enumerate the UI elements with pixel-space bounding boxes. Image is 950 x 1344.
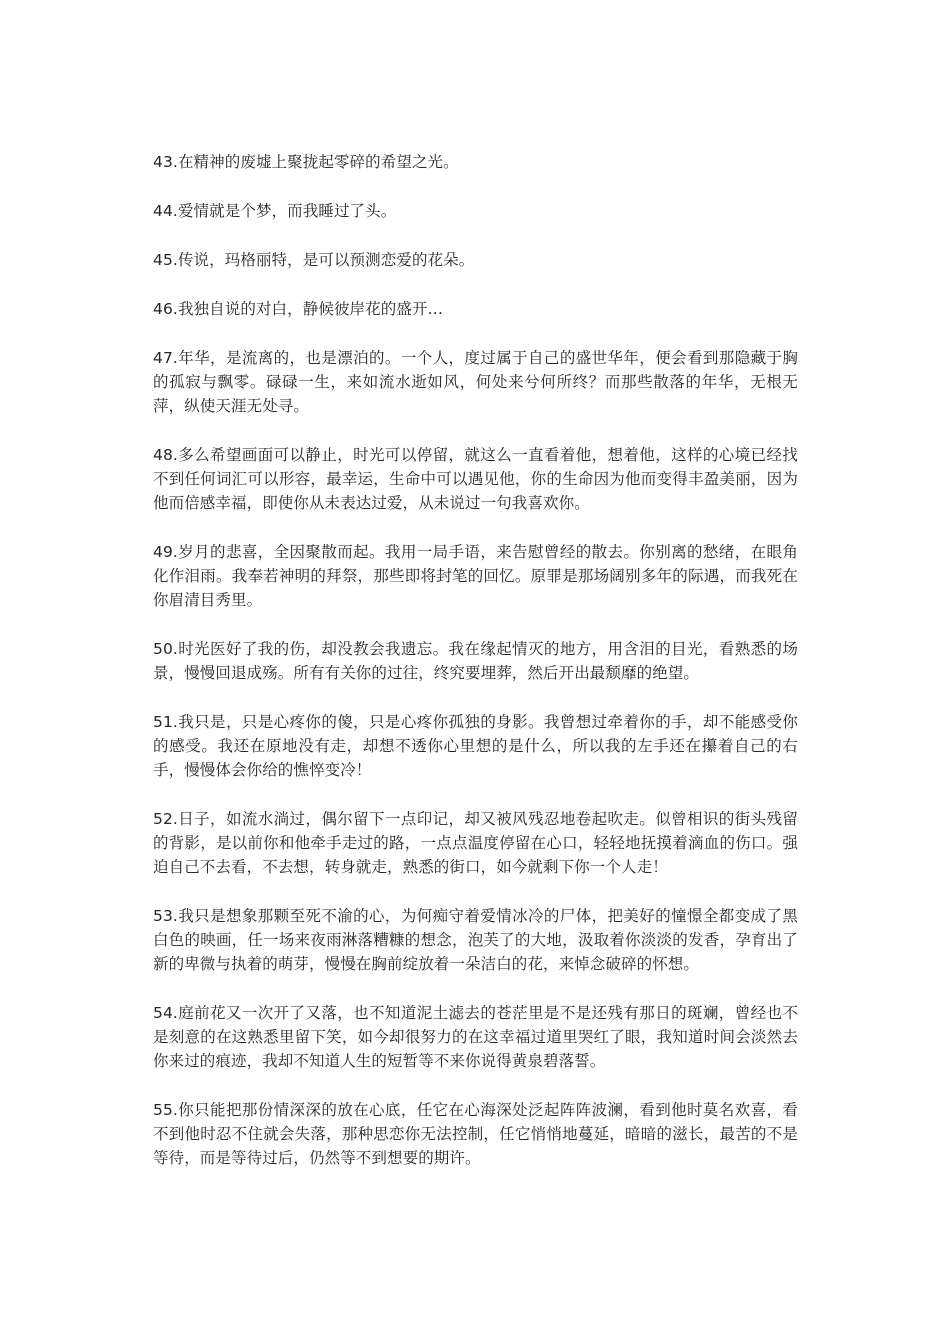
quote-51: 51.我只是，只是心疼你的傻，只是心疼你孤独的身影。我曾想过牵着你的手，却不能感受你的感受。我还在原地没有走，却想不透你心里想的是什么，所以我的左手还在攥着自己的右手，慢慢体会你给的憔悴变冷！ — [153, 713, 798, 779]
quote-48: 48.多么希望画面可以静止，时光可以停留，就这么一直看着他，想着他，这样的心境已经找不到任何词汇可以形容，最幸运，生命中可以遇见他，你的生命因为他而变得丰盈美丽，因为他而倍感幸福，即使你从未表达过爱，从未说过一句我喜欢你。 — [153, 446, 798, 512]
quote-50: 50.时光医好了我的伤，却没教会我遗忘。我在缘起情灭的地方，用含泪的目光，看熟悉的场景，慢慢回退成殇。所有有关你的过往，终究要埋葬，然后开出最颓靡的绝望。 — [153, 640, 798, 682]
quote-54: 54.庭前花又一次开了又落，也不知道泥土滤去的苍茫里是不是还残有那日的斑斓，曾经也不是刻意的在这熟悉里留下笑，如今却很努力的在这幸福过道里哭红了眼，我知道时间会淡然去你来过的痕迹，我却不知道人生的短暂等不来你说得黄泉碧落誓。 — [153, 1004, 798, 1070]
quote-44: 44.爱情就是个梦，而我睡过了头。 — [153, 202, 397, 220]
quote-47: 47.年华，是流离的，也是漂泊的。一个人，度过属于自己的盛世华年，便会看到那隐藏于胸的孤寂与飘零。碌碌一生，来如流水逝如风，何处来兮何所终？而那些散落的年华，无根无萍，纵使天涯无处寻。 — [153, 349, 798, 415]
quote-46: 46.我独自说的对白，静候彼岸花的盛开… — [153, 300, 444, 318]
quote-list — [153, 150, 798, 1195]
quote-49: 49.岁月的悲喜，全因聚散而起。我用一局手语，来告慰曾经的散去。你别离的愁绪，在眼角化作泪雨。我奉若神明的拜祭，那些即将封笔的回忆。原罪是那场阔别多年的际遇，而我死在你眉清目秀里。 — [153, 543, 798, 609]
quote-55: 55.你只能把那份情深深的放在心底，任它在心海深处泛起阵阵波澜，看到他时莫名欢喜，看不到他时忍不住就会失落，那种思恋你无法控制，任它悄悄地蔓延，暗暗的滋长，最苦的不是等待，而是等待过后，仍然等不到想要的期许。 — [153, 1101, 798, 1167]
quote-43: 43.在精神的废墟上聚拢起零碎的希望之光。 — [153, 153, 459, 171]
quote-45: 45.传说，玛格丽特，是可以预测恋爱的花朵。 — [153, 251, 475, 269]
quote-52: 52.日子，如流水淌过，偶尔留下一点印记，却又被风残忍地卷起吹走。似曾相识的街头残留的背影，是以前你和他牵手走过的路，一点点温度停留在心口，轻轻地抚摸着滴血的伤口。强迫自己不去看，不去想，转身就走，熟悉的街口，如今就剩下你一个人走！ — [153, 810, 798, 876]
quote-53: 53.我只是想象那颗至死不渝的心，为何痴守着爱情冰冷的尸体，把美好的憧憬全都变成了黑白色的映画，任一场来夜雨淋落糟糠的想念，泡芙了的大地，汲取着你淡淡的发香，孕育出了新的卑微与执着的萌芽，慢慢在胸前绽放着一朵洁白的花，来悼念破碎的怀想。 — [153, 907, 798, 973]
